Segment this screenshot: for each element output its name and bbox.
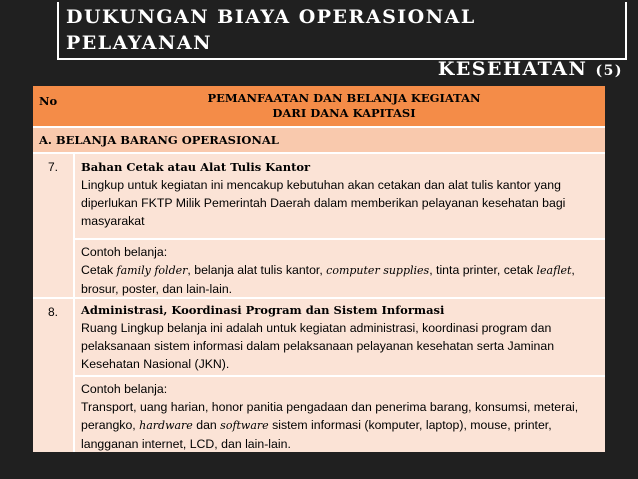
ex-e: , tinta printer, cetak (429, 263, 537, 277)
example-label: Contoh belanja: (81, 245, 168, 259)
example-text (81, 380, 601, 452)
row-desc-text: Ruang Lingkup belanja ini adalah untuk kegiatan administrasi, koordinasi program dan pelaksanaan sistem informasi dalam pelaksanaan pelayanan kesehatan serta Jaminan Kesehatan Nasional (JKN). (81, 321, 555, 371)
row-example (75, 238, 605, 299)
header-no: No (39, 94, 58, 108)
budget-table (33, 86, 605, 452)
row-heading: Bahan Cetak atau Alat Tulis Kantor (81, 160, 311, 174)
example-text (81, 243, 601, 298)
title-line-2-text: KESEHATAN (437, 58, 588, 80)
ex-c: , belanja alat tulis kantor, (187, 263, 327, 277)
title-line-1: DUKUNGAN BIAYA OPERASIONAL PELAYANAN (66, 6, 476, 54)
row-heading: Administrasi, Koordinasi Program dan Sistem Informasi (81, 303, 445, 317)
ex-a: Transport, uang harian, honor panitia pengadaan dan penerima barang, konsumsi, meterai, perangko, (81, 400, 579, 432)
header-main-line-1: PEMANFAATAN DAN BELANJA KEGIATAN (207, 91, 481, 105)
title-part: (5) (595, 63, 623, 79)
ex-g: , brosur, poster, dan lain-lain. (81, 263, 575, 296)
table-header (33, 86, 605, 126)
ex-f: leaflet (536, 264, 572, 277)
table-row (33, 152, 605, 297)
row-number: 7. (33, 154, 75, 297)
slide-title (60, 4, 625, 84)
ex-c: dan (192, 418, 221, 432)
row-example (75, 375, 605, 452)
ex-a: Cetak (81, 263, 117, 277)
example-body (81, 398, 601, 452)
ex-b: hardware (139, 419, 193, 432)
ex-e: sistem informasi (komputer, laptop), mouse, printer, langganan internet, LCD, dan lain-lain. (81, 418, 552, 451)
table-row (33, 297, 605, 452)
ex-b: family folder (116, 264, 188, 277)
row-number: 8. (33, 299, 75, 452)
row-desc-text: Lingkup untuk kegiatan ini mencakup kebutuhan akan cetakan dan alat tulis kantor yang diperlukan FKTP Milik Pemerintah Daerah dalam memberikan pelayanan kesehatan bagi masyarakat (81, 178, 566, 228)
header-main-line-2: DARI DANA KAPITASI (272, 106, 416, 120)
row-description (81, 158, 601, 230)
ex-d: software (220, 419, 269, 432)
example-label: Contoh belanja: (81, 382, 168, 396)
header-main (83, 91, 605, 121)
title-line-2 (60, 56, 625, 84)
section-heading: A. BELANJA BARANG OPERASIONAL (33, 126, 605, 152)
row-description (81, 301, 601, 373)
ex-d: computer supplies (326, 264, 430, 277)
example-body (81, 261, 601, 298)
